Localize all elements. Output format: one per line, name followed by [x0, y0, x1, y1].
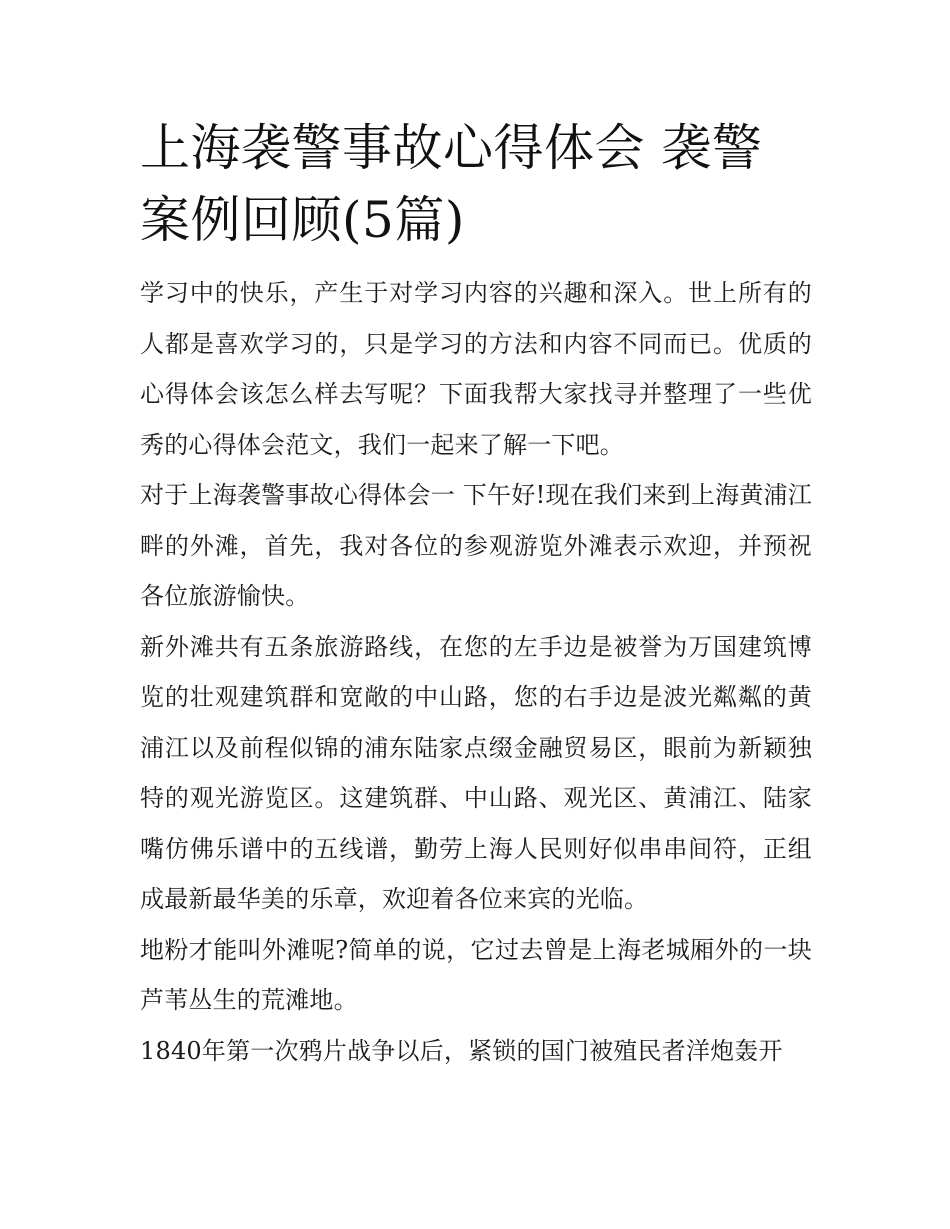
paragraph-history-question: 地粉才能叫外滩呢?简单的说，它过去曾是上海老城厢外的一块芦苇丛生的荒滩地。: [140, 935, 812, 1014]
paragraph-intro: 学习中的快乐，产生于对学习内容的兴趣和深入。世上所有的人都是喜欢学习的，只是学习的方法和内容不同而已。优质的心得体会该怎么样去写呢？下面我帮大家找寻并整理了一些优秀的心得体会范文，我们一起来了解一下吧。: [140, 279, 812, 459]
document-title: 上海袭警事故心得体会 袭警案例回顾(5篇): [140, 119, 763, 249]
paragraph-history-1840: 1840年第一次鸦片战争以后，紧锁的国门被殖民者洋炮轰开: [140, 1036, 783, 1065]
document-page: [140, 112, 812, 1076]
paragraph-routes: 新外滩共有五条旅游路线，在您的左手边是被誉为万国建筑博览的壮观建筑群和宽敞的中山路，您的右手边是波光粼粼的黄浦江以及前程似锦的浦东陆家点缀金融贸易区，眼前为新颖独特的观光游览区。这建筑群、中山路、观光区、黄浦江、陆家嘴仿佛乐谱中的五线谱，勤劳上海人民则好似串串间符，正组成最新最华美的乐章，欢迎着各位来宾的光临。: [140, 632, 812, 913]
paragraph-greeting: 对于上海袭警事故心得体会一 下午好!现在我们来到上海黄浦江畔的外滩，首先，我对各位的参观游览外滩表示欢迎，并预祝各位旅游愉快。: [140, 481, 812, 610]
